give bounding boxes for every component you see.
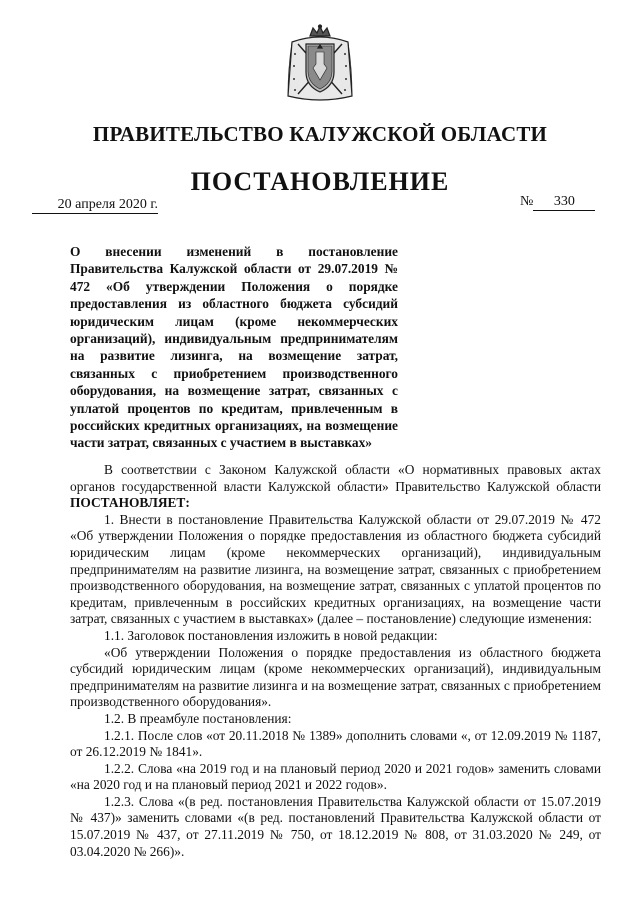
body-paragraph: 1.2.1. После слов «от 20.11.2018 № 1389» дополнить словами «, от 12.09.2019 № 1187, от 26.12.2019 № 1841».	[70, 727, 601, 760]
body-paragraph: «Об утверждении Положения о порядке предоставления из областного бюджета субсидий юридическим лицам (кроме некоммерческих организаций), индивидуальным предпринимателям на развитие лизинга и на возмещение затрат, связанных с приобретением производственного оборудования».	[70, 644, 601, 710]
document-type-title: ПОСТАНОВЛЕНИЕ	[190, 167, 450, 196]
coat-of-arms-emblem	[282, 24, 358, 104]
government-title: ПРАВИТЕЛЬСТВО КАЛУЖСКОЙ ОБЛАСТИ	[92, 122, 548, 146]
body-paragraph: 1.1. Заголовок постановления изложить в новой редакции:	[104, 627, 438, 643]
document-body	[70, 462, 601, 860]
document-subject: О внесении изменений в постановление Правительства Калужской области от 29.07.2019 № 472 «Об утверждении Положения о порядке предоставления из областного бюджета субсидий юридическим лицам (кроме некоммерческих организаций), индивидуальным предпринимателям на развитие лизинга, на возмещение затрат, связанных с приобретением производственного оборудования, на возмещение затрат, связанных с уплатой процентов по кредитам, привлеченным в российских кредитных организациях, на возмещение части затрат, связанных с участием в выставках»	[70, 244, 398, 451]
document-number	[520, 193, 595, 211]
body-paragraph: 1. Внести в постановление Правительства Калужской области от 29.07.2019 № 472 «Об утверждении Положения о порядке предоставления из областного бюджета субсидий юридическим лицам (кроме некоммерческих организаций), индивидуальным предпринимателям на развитие лизинга, на возмещение затрат, связанных с приобретением производственного оборудования, на возмещение затрат, связанных с уплатой процентов по кредитам, привлеченным в российских кредитных организациях, на возмещение части затрат, связанных с участием в выставках» (далее – постановление) следующие изменения:	[70, 511, 601, 627]
body-paragraph: 1.2. В преамбуле постановления:	[104, 710, 292, 726]
number-value: 330	[533, 193, 595, 211]
preamble-resolution-word: ПОСТАНОВЛЯЕТ:	[70, 495, 190, 511]
preamble-paragraph	[70, 462, 601, 512]
document-date: 20 апреля 2020 г.	[32, 196, 158, 214]
body-paragraph: 1.2.2. Слова «на 2019 год и на плановый период 2020 и 2021 годов» заменить словами «на 2020 год и на плановый период 2021 и 2022 годов».	[70, 760, 601, 793]
preamble-text: В соответствии с Законом Калужской области «О нормативных правовых актах органов государственной власти Калужской области» Правительство Калужской области	[70, 462, 601, 494]
body-paragraph: 1.2.3. Слова «(в ред. постановления Правительства Калужской области от 15.07.2019 № 437)» заменить словами «(в ред. постановлений Правительства Калужской области от 15.07.2019 № 437, от 27.11.2019 № 750, от 18.12.2019 № 808, от 31.03.2020 № 249, от 03.04.2020 № 266)».	[70, 793, 601, 859]
number-label: №	[520, 194, 534, 209]
